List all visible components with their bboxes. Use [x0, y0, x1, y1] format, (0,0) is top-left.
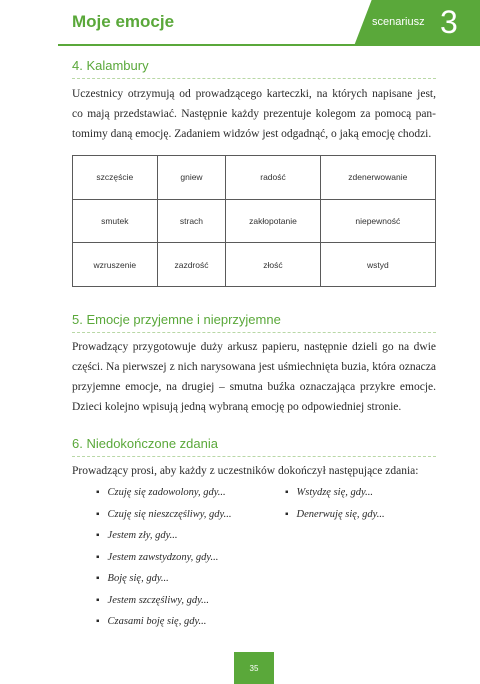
section-heading-kalambury: 4. Kalambury — [72, 58, 149, 73]
table-cell: szczęście — [73, 156, 158, 200]
table-cell: strach — [157, 199, 226, 243]
table-cell: zdenerwowanie — [320, 156, 435, 200]
section-paragraph — [72, 84, 436, 144]
table-cell: złość — [226, 243, 320, 287]
section-paragraph — [72, 337, 436, 417]
scenario-number: 3 — [440, 4, 458, 40]
paragraph-line: przyjemne emocje, na drugiej – smutna buźka oznaczająca przykre emocje. — [72, 381, 436, 393]
section-intro — [72, 461, 436, 481]
page-title: Moje emocje — [72, 12, 175, 31]
section-heading-emocje: 5. Emocje przyjemne i nieprzyjemne — [72, 312, 281, 327]
table-row — [73, 199, 436, 243]
paragraph-line: Dzieci kolejno wpisują jedną wybraną emocję po odpowiedniej stronie. — [72, 401, 402, 413]
table-cell: gniew — [157, 156, 226, 200]
table-row — [73, 156, 436, 200]
list-item: ▪ Boję się, gdy... — [96, 568, 232, 590]
table-cell: radość — [226, 156, 320, 200]
list-item: ▪ Czuję się zadowolony, gdy... — [96, 482, 232, 504]
table-row — [73, 243, 436, 287]
list-item: ▪ Czasami boję się, gdy... — [96, 611, 232, 633]
list-item: ▪ Denerwuję się, gdy... — [285, 504, 385, 526]
list-item: ▪ Jestem zły, gdy... — [96, 525, 232, 547]
emotions-table — [72, 155, 436, 287]
scenario-label: scenariusz — [372, 16, 425, 28]
section-divider — [72, 456, 436, 457]
section-heading-zdania: 6. Niedokończone zdania — [72, 436, 218, 451]
paragraph-line: Prowadzący prosi, aby każdy z uczestników dokończył następujące zdania: — [72, 465, 419, 477]
paragraph-line: co mają przedstawiać. Następnie każdy prezentuje kolegom za pomocą pan- — [72, 108, 436, 120]
list-item: ▪ Czuję się nieszczęśliwy, gdy... — [96, 504, 232, 526]
table-cell: smutek — [73, 199, 158, 243]
table-cell: wstyd — [320, 243, 435, 287]
paragraph-line: tomimy daną emocję. Zadaniem widzów jest odgadnąć, o jaką emocję chodzi. — [72, 128, 432, 140]
section-divider — [72, 332, 436, 333]
paragraph-line: Uczestnicy otrzymują od prowadzącego karteczki, na których napisane jest, — [72, 88, 436, 100]
table-cell: zakłopotanie — [226, 199, 320, 243]
list-item: ▪ Wstydzę się, gdy... — [285, 482, 385, 504]
list-item: ▪ Jestem zawstydzony, gdy... — [96, 547, 232, 569]
paragraph-line: Prowadzący przygotowuje duży arkusz papieru, następnie dzieli go na dwie — [72, 341, 436, 353]
paragraph-line: części. Na pierwszej z nich narysowana jest uśmiechnięta buzia, która oznacza — [72, 361, 436, 373]
table-cell: zazdrość — [157, 243, 226, 287]
page-number: 35 — [249, 664, 259, 673]
table-cell: wzruszenie — [73, 243, 158, 287]
sentence-list-right — [285, 482, 385, 525]
sentence-list-left — [96, 482, 232, 633]
section-divider — [72, 78, 436, 79]
list-item: ▪ Jestem szczęśliwy, gdy... — [96, 590, 232, 612]
table-cell: niepewność — [320, 199, 435, 243]
